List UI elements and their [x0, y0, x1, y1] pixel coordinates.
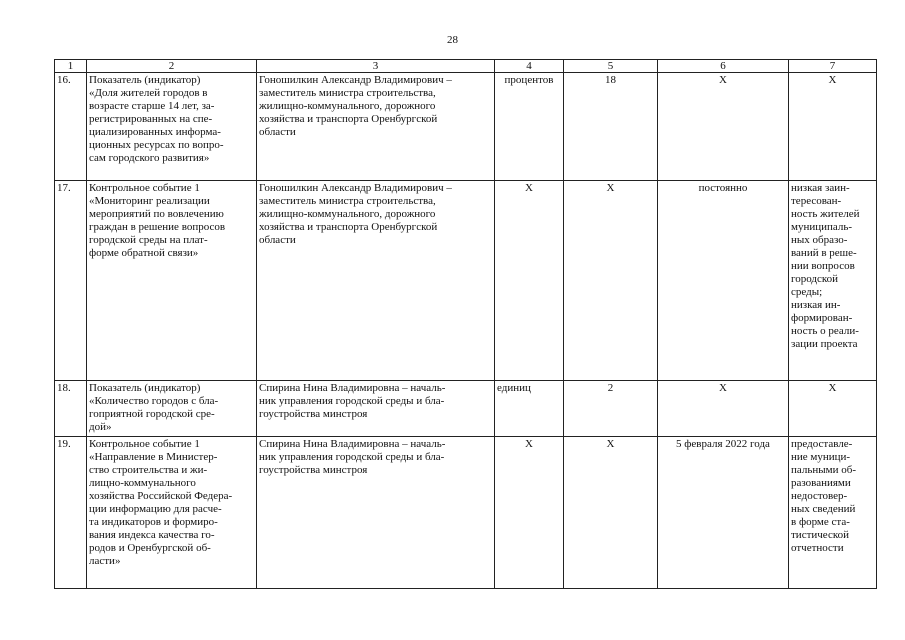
unit-cell: X [495, 437, 564, 589]
value-cell: 18 [564, 73, 658, 181]
column-header-6: 6 [658, 60, 789, 73]
deadline-cell: 5 февраля 2022 года [658, 437, 789, 589]
indicator-name: Контрольное событие 1 «Мониторинг реализации мероприятий по вовлечению граждан в решение вопросов городской среды на плат- форме обратной связи» [87, 181, 257, 381]
header-row [55, 60, 877, 73]
responsible-person: Спирина Нина Владимировна – началь- ник управления городской среды и бла- гоустройства минстроя [257, 381, 495, 437]
deadline-cell: X [658, 381, 789, 437]
risks-cell: предоставле- ние муници- пальными об- разованиями недостовер- ных сведений в форме ста- тистической отчетности [789, 437, 877, 589]
column-header-1: 1 [55, 60, 87, 73]
indicator-name: Показатель (индикатор) «Доля жителей городов в возрасте старше 14 лет, за- регистрированных на спе- циализированных информа- ционных ресурсах по вопро- сам городского развития» [87, 73, 257, 181]
row-number: 17. [55, 181, 87, 381]
column-header-7: 7 [789, 60, 877, 73]
responsible-person: Гоношилкин Александр Владимирович – заместитель министра строительства, жилищно-коммунального, дорожного хозяйства и транспорта Оренбургской области [257, 181, 495, 381]
risks-cell: X [789, 73, 877, 181]
unit-cell: процентов [495, 73, 564, 181]
table-row [55, 381, 877, 437]
column-header-3: 3 [257, 60, 495, 73]
unit-cell: единиц [495, 381, 564, 437]
table-row [55, 73, 877, 181]
value-cell: 2 [564, 381, 658, 437]
table-row [55, 437, 877, 589]
column-header-2: 2 [87, 60, 257, 73]
row-number: 19. [55, 437, 87, 589]
column-header-5: 5 [564, 60, 658, 73]
deadline-cell: постоянно [658, 181, 789, 381]
indicator-name: Контрольное событие 1 «Направление в Министер- ство строительства и жи- лищно-коммунального хозяйства Российской Федера- ции информацию для расче- та индикаторов и формиро- вания индекса качества го- родов и Оренбургской об- ласти» [87, 437, 257, 589]
unit-cell: X [495, 181, 564, 381]
responsible-person: Спирина Нина Владимировна – началь- ник управления городской среды и бла- гоустройства минстроя [257, 437, 495, 589]
risks-cell: X [789, 381, 877, 437]
deadline-cell: X [658, 73, 789, 181]
row-number: 18. [55, 381, 87, 437]
indicator-name: Показатель (индикатор) «Количество городов с бла- гоприятной городской сре- дой» [87, 381, 257, 437]
value-cell: X [564, 181, 658, 381]
column-header-4: 4 [495, 60, 564, 73]
responsible-person: Гоношилкин Александр Владимирович – заместитель министра строительства, жилищно-коммунального, дорожного хозяйства и транспорта Оренбургской области [257, 73, 495, 181]
value-cell: X [564, 437, 658, 589]
plan-table [54, 59, 877, 589]
row-number: 16. [55, 73, 87, 181]
page-number: 28 [447, 34, 458, 46]
table-row [55, 181, 877, 381]
risks-cell: низкая заин- тересован- ность жителей муниципаль- ных образо- ваний в реше- нии вопросов городской среды; низкая ин- формирован- ность о реали- зации проекта [789, 181, 877, 381]
